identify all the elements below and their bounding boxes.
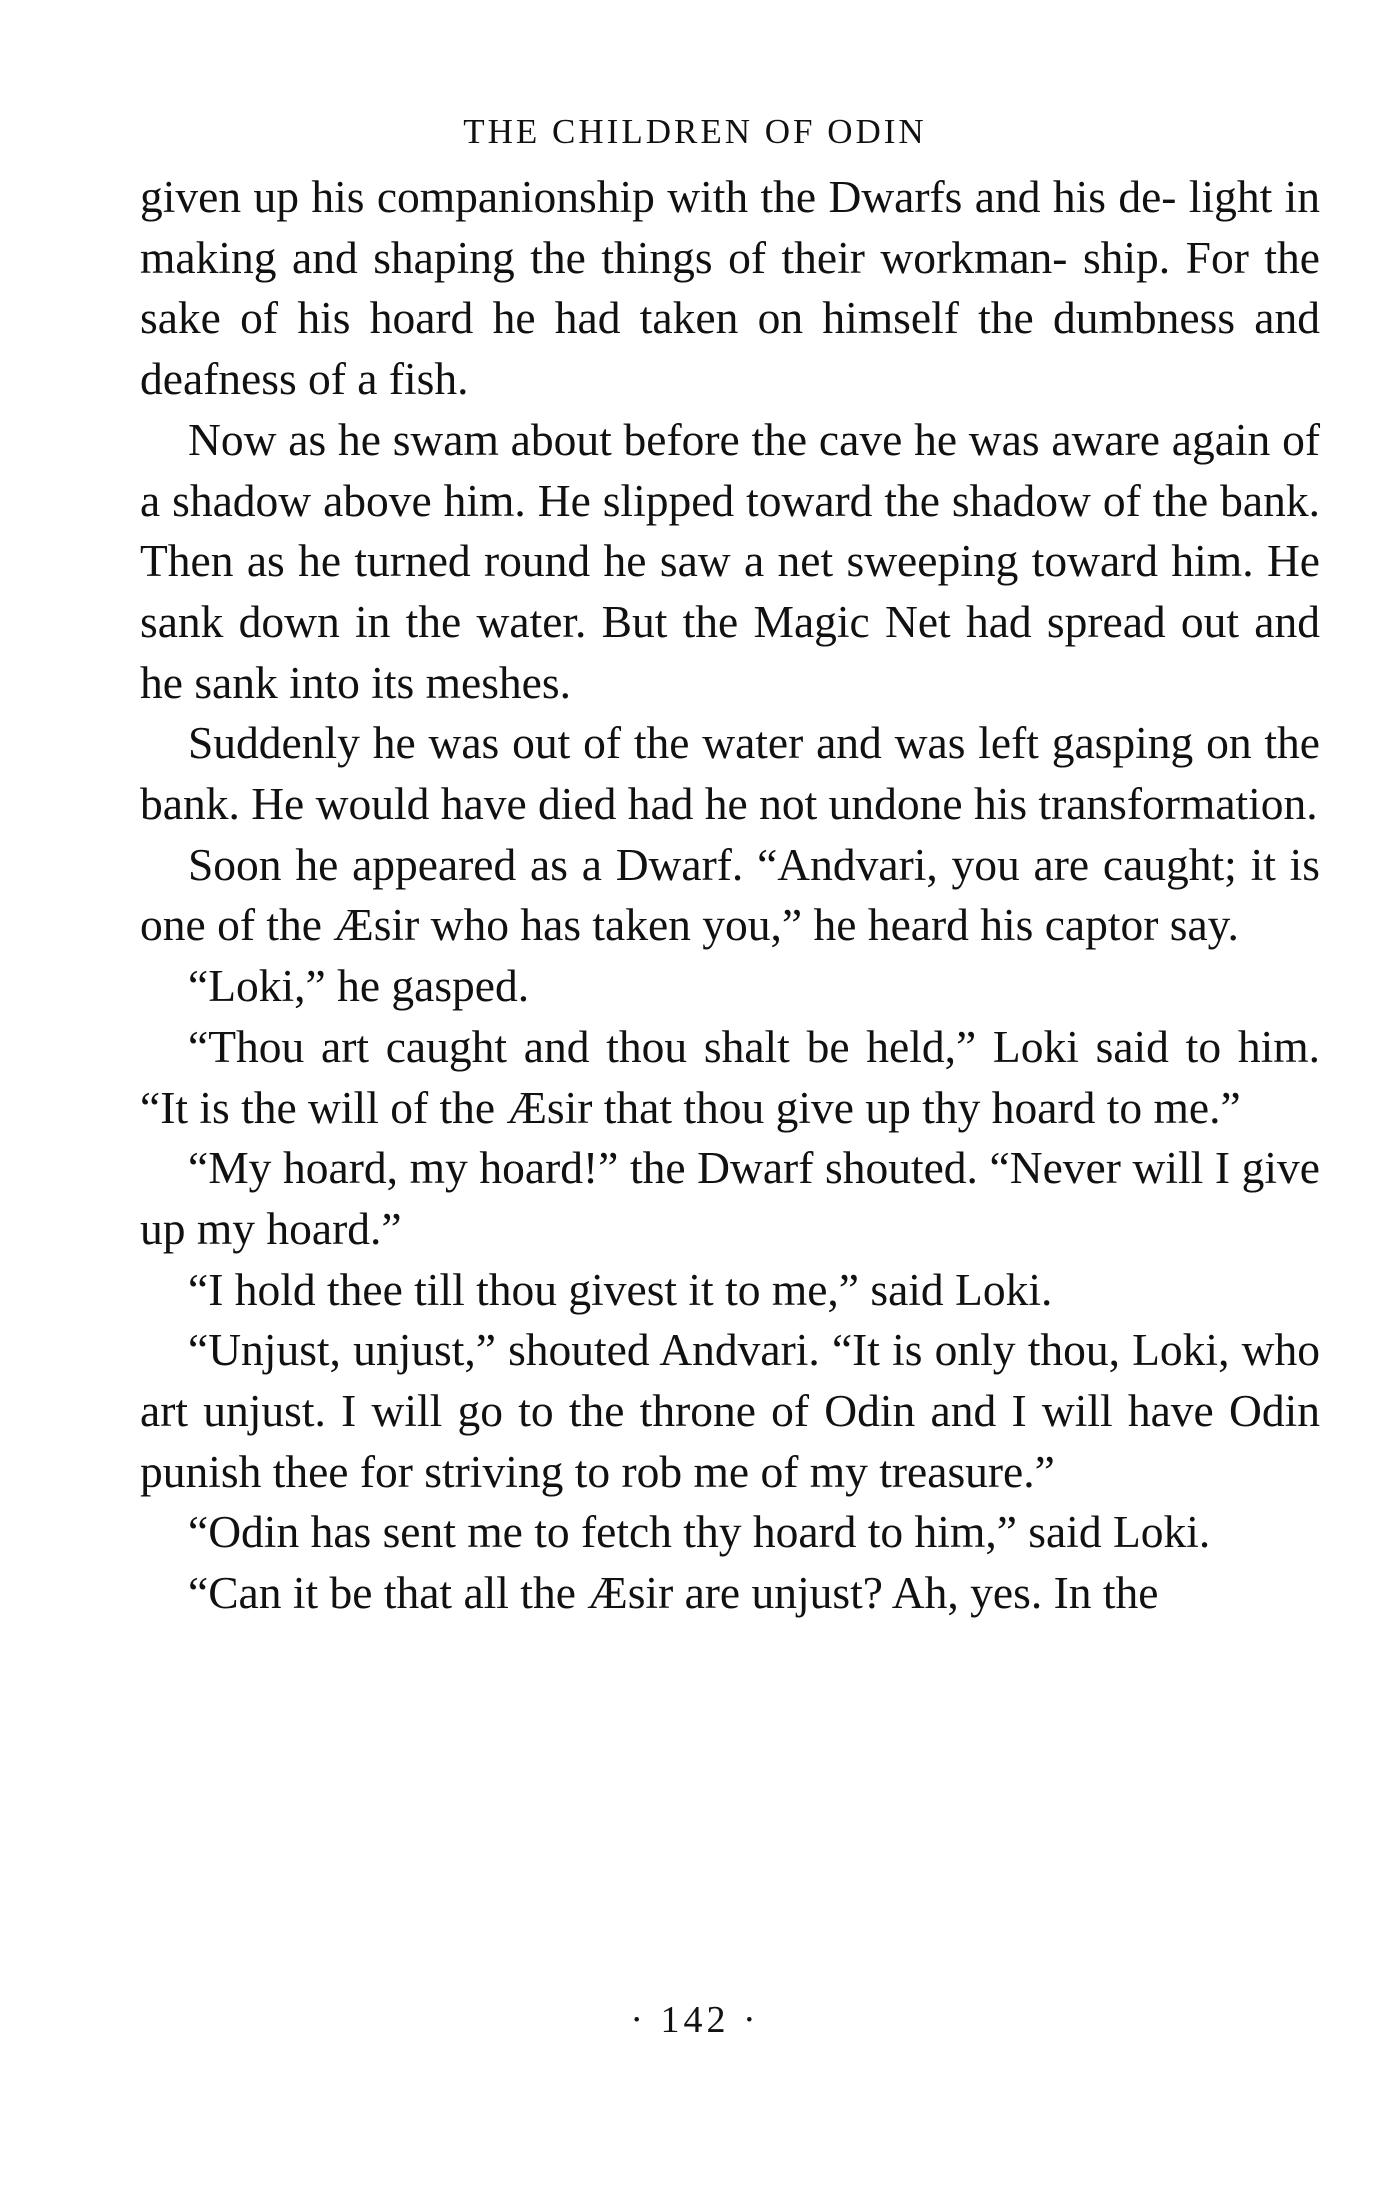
paragraph: “Odin has sent me to fetch thy hoard to him,” said Loki.: [188, 1506, 1211, 1558]
paragraph: “I hold thee till thou givest it to me,” said Loki.: [188, 1263, 1053, 1315]
paragraph: “My hoard, my hoard!” the Dwarf shouted. “Never will I give up my hoard.”: [140, 1142, 1320, 1254]
paragraph: “Can it be that all the Æsir are unjust? Ah, yes. In the: [188, 1567, 1159, 1619]
paragraph: Soon he appeared as a Dwarf. “Andvari, you are caught; it is one of the Æsir who has taken you,” he heard his captor say.: [140, 838, 1320, 951]
paragraph: given up his companionship with the Dwarfs and his de- light in making and shaping the things of their workman- ship. For the sake of his hoard he had taken on himself the dumbness and deafness of a fish.: [140, 171, 1320, 405]
running-head: THE CHILDREN OF ODIN: [463, 112, 927, 151]
page-number: · 142 ·: [630, 1999, 760, 2041]
paragraph: Suddenly he was out of the water and was left gasping on the bank. He would have died had he not undone his transformation.: [140, 717, 1320, 830]
paragraph: Now as he swam about before the cave he was aware again of a shadow above him. He slipped toward the shadow of the bank. Then as he turned round he saw a net sweeping toward him. He sank down in the water. But the Magic Net had spread out and he sank into its meshes.: [140, 413, 1320, 708]
paragraph: “Loki,” he gasped.: [188, 960, 530, 1012]
paragraph: “Unjust, unjust,” shouted Andvari. “It is only thou, Loki, who art unjust. I will go to the throne of Odin and I will have Odin punish thee for striving to rob me of my treasure.”: [140, 1324, 1320, 1497]
paragraph: “Thou art caught and thou shalt be held,” Loki said to him. “It is the will of the Æsir that thou give up thy hoard to me.”: [140, 1020, 1320, 1133]
body-text: [140, 167, 1320, 1624]
